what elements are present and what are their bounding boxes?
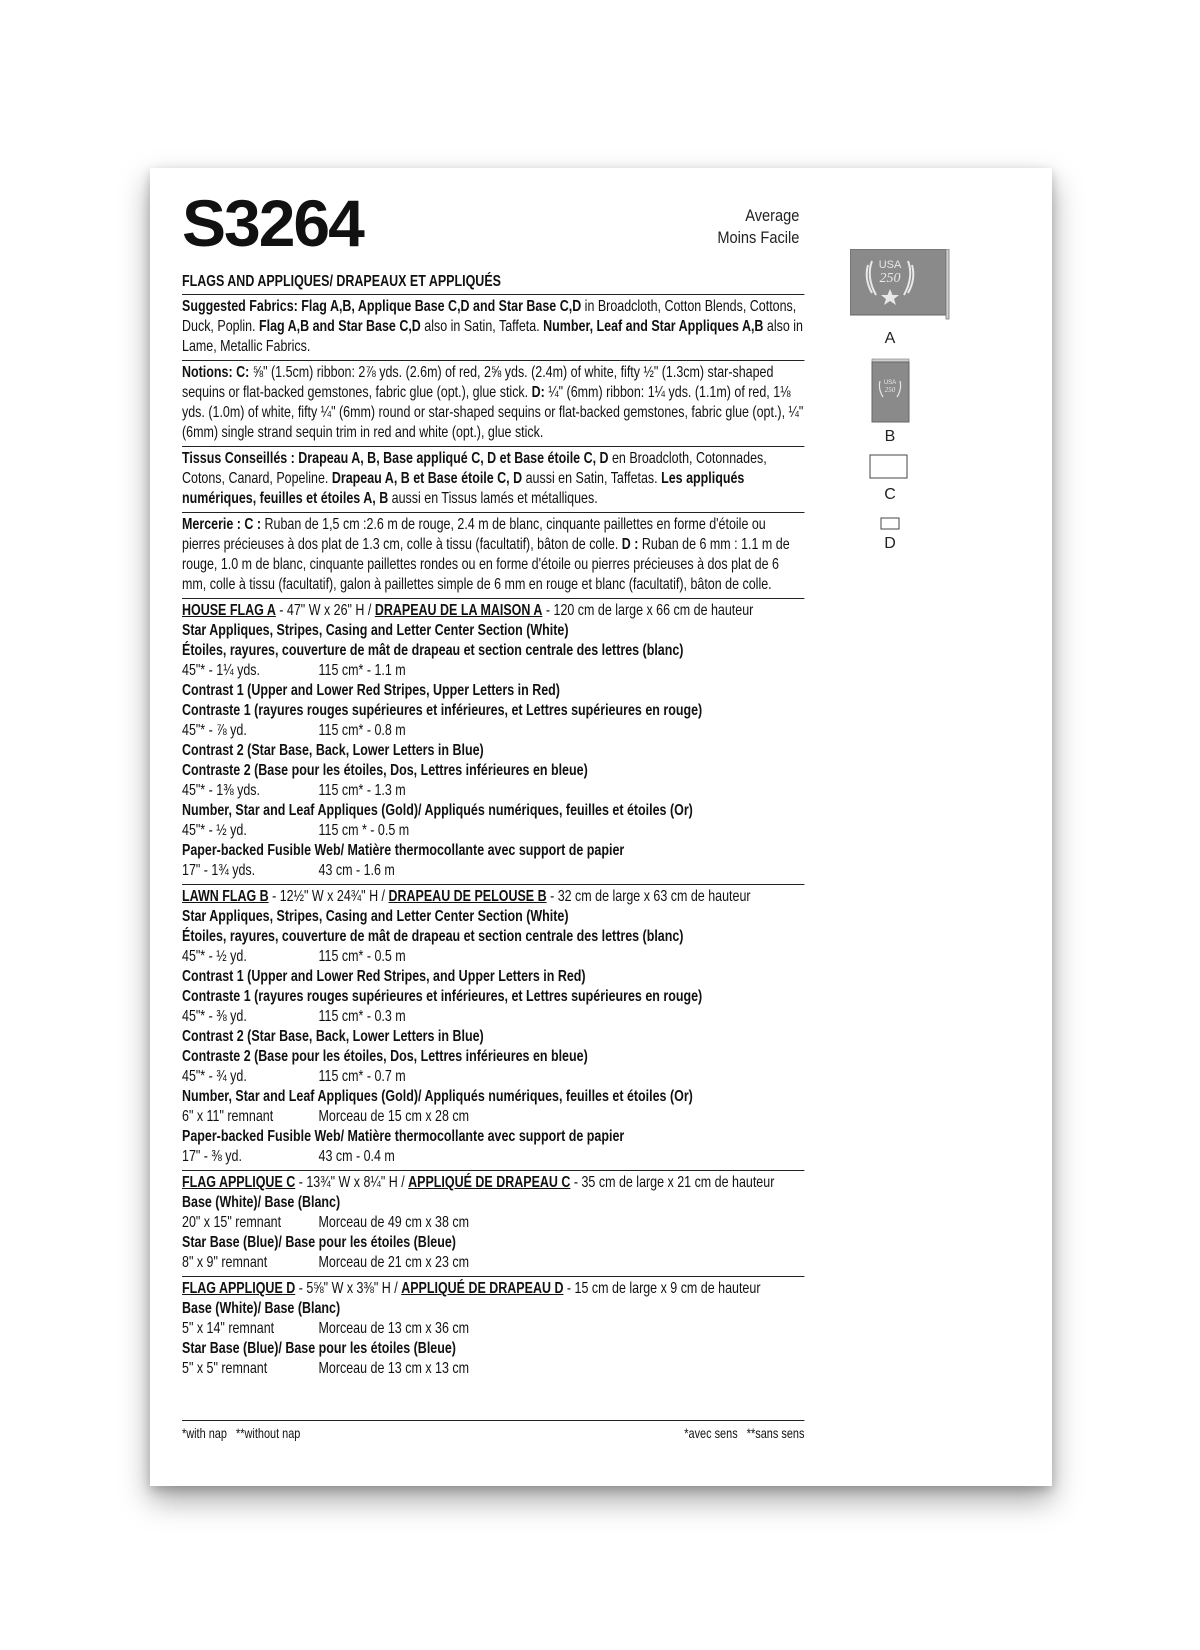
fabric-heading: Étoiles, rayures, couverture de mât de drapeau et section centrale des lettres (blanc) xyxy=(182,928,684,945)
notions-en-text-2: ¼" (6mm) ribbon: 1¼ yds. (1.1m) of red, 1⅛ yds. (1.0m) of white, fifty ¼" (6mm) round or star-shaped sequins or flat-backed gemstones, fabric glue (opt.), ¼" (6mm) single strand sequin trim in red and white (opt.), glue stick. xyxy=(182,384,804,441)
thumbnail-applique-d xyxy=(881,518,899,529)
section-size-fr: - 120 cm de large x 66 cm de hauteur xyxy=(542,602,754,619)
page-title: FLAGS AND APPLIQUES/ DRAPEAUX ET APPLIQUÉS xyxy=(182,273,501,290)
thumbnail-flag-b xyxy=(872,359,909,422)
thumbnail-flag-a xyxy=(850,249,949,319)
notions-fr xyxy=(182,512,804,598)
yardage-metric: Morceau de 15 cm x 28 cm xyxy=(318,1108,470,1125)
notions-fr-label-2: D : xyxy=(621,536,639,553)
thumbnail-svg xyxy=(850,249,1010,629)
yardage-row xyxy=(182,1359,804,1379)
fabrics-en-text-2: also in Satin, Taffeta. xyxy=(420,318,544,335)
thumbnail-label-b: B xyxy=(884,428,896,445)
section-size-en: - 13¾" W x 8¼" H / xyxy=(295,1174,409,1191)
fabrics-fr-label-3: Les appliqués numériques, feuilles et étoiles A, B xyxy=(182,470,745,507)
yardage-metric: 115 cm * - 0.5 m xyxy=(318,822,410,839)
yardage-imperial: 45"* - 1⅜ yds. xyxy=(182,782,260,799)
fabrics-en-label: Suggested Fabrics: Flag A,B, Applique Base C,D and Star Base C,D xyxy=(182,298,582,315)
fabric-heading: Contraste 2 (Base pour les étoiles, Dos, Lettres inférieures en bleue) xyxy=(182,1048,588,1065)
yardage-row xyxy=(182,1319,804,1339)
yardage-metric: 115 cm* - 0.5 m xyxy=(318,948,406,965)
notions-en xyxy=(182,360,804,446)
yardage-imperial: 5" x 14" remnant xyxy=(182,1320,275,1337)
yardage-imperial: 45"* - ½ yd. xyxy=(182,948,247,965)
yardage-imperial: 6" x 11" remnant xyxy=(182,1108,274,1125)
fabric-heading: Contraste 1 (rayures rouges supérieures et inférieures, et Lettres supérieures en rouge) xyxy=(182,988,703,1005)
yardage-row xyxy=(182,947,804,967)
fabric-heading: Étoiles, rayures, couverture de mât de drapeau et section centrale des lettres (blanc) xyxy=(182,642,684,659)
yardage-imperial: 17" - 1¾ yds. xyxy=(182,862,256,879)
yardage-metric: Morceau de 13 cm x 36 cm xyxy=(318,1320,470,1337)
flag-a-text-usa: USA xyxy=(878,259,902,271)
yardage-row xyxy=(182,1107,804,1127)
fabric-heading: Paper-backed Fusible Web/ Matière thermocollante avec support de papier xyxy=(182,842,625,859)
section-heading xyxy=(182,1173,804,1193)
yardage-row xyxy=(182,861,804,881)
yardage-imperial: 45"* - ¾ yd. xyxy=(182,1068,247,1085)
flag-a-text-250: 250 xyxy=(879,271,901,286)
fabric-heading: Contraste 1 (rayures rouges supérieures et inférieures, et Lettres supérieures en rouge) xyxy=(182,702,703,719)
notions-en-label: Notions: C: xyxy=(182,364,250,381)
difficulty-rating xyxy=(717,205,799,249)
yardage-row xyxy=(182,1067,804,1087)
footnote-fr: *avec sens **sans sens xyxy=(684,1425,805,1441)
yardage-metric: 115 cm* - 1.1 m xyxy=(318,662,406,679)
yardage-row xyxy=(182,821,804,841)
yardage-metric: 43 cm - 1.6 m xyxy=(318,862,395,879)
section-size-fr: - 32 cm de large x 63 cm de hauteur xyxy=(546,888,751,905)
fabric-heading: Contrast 2 (Star Base, Back, Lower Letters in Blue) xyxy=(182,1028,484,1045)
notions-fr-text-2: Ruban de 6 mm : 1.1 m de rouge, 1.0 m de blanc, cinquante paillettes rondes ou en forme d'étoile ou pierres précieuses à dos plat de 6 mm, colle à tissu (facultatif), galon à paillettes simple de 6 mm en rouge et blanc (facultatif), bâton de colle. xyxy=(182,536,790,593)
content-column xyxy=(182,272,804,1442)
yardage-imperial: 45"* - 1¼ yds. xyxy=(182,662,260,679)
fabrics-fr-text-2: aussi en Satin, Taffetas. xyxy=(522,470,662,487)
footnote-en: *with nap **without nap xyxy=(182,1425,301,1441)
notions-en-text: ⅝" (1.5cm) ribbon: 2⅞ yds. (2.6m) of red, 2⅝ yds. (2.4m) of white, fifty ½" (1.3cm) star-shaped sequins or flat-backed gemstones, fabric glue (opt.), glue stick. xyxy=(182,364,774,401)
yardage-section xyxy=(182,1170,804,1276)
yardage-metric: 115 cm* - 0.8 m xyxy=(318,722,406,739)
fabric-heading: Star Base (Blue)/ Base pour les étoiles (Bleue) xyxy=(182,1340,456,1357)
difficulty-en: Average xyxy=(744,206,799,225)
yardage-row xyxy=(182,1007,804,1027)
fabric-heading: Star Base (Blue)/ Base pour les étoiles (Bleue) xyxy=(182,1234,456,1251)
yardage-metric: 115 cm* - 1.3 m xyxy=(318,782,406,799)
view-thumbnails xyxy=(850,249,1010,634)
yardage-metric: Morceau de 13 cm x 13 cm xyxy=(318,1360,470,1377)
fabrics-fr-text: en Broadcloth, Cotonnades, Cotons, Canard, Popeline. xyxy=(182,450,767,487)
fabric-heading: Contrast 2 (Star Base, Back, Lower Letters in Blue) xyxy=(182,742,484,759)
fabrics-en-label-3: Number, Leaf and Star Appliques A,B xyxy=(543,318,764,335)
pattern-envelope-back xyxy=(150,168,1052,1486)
fabrics-fr-label: Tissus Conseillés : Drapeau A, B, Base appliqué C, D et Base étoile C, D xyxy=(182,450,609,467)
thumbnail-label-a: A xyxy=(884,330,896,347)
yardage-row xyxy=(182,661,804,681)
section-name-en: FLAG APPLIQUE C xyxy=(182,1174,296,1191)
difficulty-fr: Moins Facile xyxy=(716,228,799,247)
thumbnail-applique-c xyxy=(870,455,907,478)
yardage-row xyxy=(182,1147,804,1167)
yardage-imperial: 45"* - ⅞ yd. xyxy=(182,722,247,739)
notions-en-label-2: D: xyxy=(531,384,545,401)
section-size-fr: - 35 cm de large x 21 cm de hauteur xyxy=(570,1174,775,1191)
yardage-metric: 115 cm* - 0.3 m xyxy=(318,1008,406,1025)
fabrics-fr-label-2: Drapeau A, B et Base étoile C, D xyxy=(331,470,523,487)
section-name-fr: APPLIQUÉ DE DRAPEAU D xyxy=(401,1280,564,1297)
thumbnail-label-d: D xyxy=(884,535,896,552)
fabric-heading: Star Appliques, Stripes, Casing and Letter Center Section (White) xyxy=(182,908,569,925)
yardage-imperial: 45"* - ½ yd. xyxy=(182,822,247,839)
yardage-section xyxy=(182,598,804,884)
yardage-metric: 43 cm - 0.4 m xyxy=(318,1148,395,1165)
pattern-number: S3264 xyxy=(182,186,363,260)
flag-b-text-usa: USA xyxy=(883,380,897,386)
section-name-fr: DRAPEAU DE LA MAISON A xyxy=(374,602,543,619)
yardage-row xyxy=(182,1213,804,1233)
section-size-en: - 5⅝" W x 3⅜" H / xyxy=(295,1280,402,1297)
section-name-en: LAWN FLAG B xyxy=(182,888,269,905)
fabric-heading: Base (White)/ Base (Blanc) xyxy=(182,1194,341,1211)
section-size-en: - 47" W x 26" H / xyxy=(275,602,375,619)
fabrics-fr-text-3: aussi en Tissus lamés et métalliques. xyxy=(388,490,598,507)
yardage-sections xyxy=(182,598,804,1382)
yardage-row xyxy=(182,721,804,741)
section-heading xyxy=(182,1279,804,1299)
fabrics-en-label-2: Flag A,B and Star Base C,D xyxy=(259,318,421,335)
yardage-imperial: 5" x 5" remnant xyxy=(182,1360,268,1377)
yardage-imperial: 45"* - ⅜ yd. xyxy=(182,1008,247,1025)
fabrics-en-text-3: also in Lame, Metallic Fabrics. xyxy=(182,318,803,355)
fabric-heading: Base (White)/ Base (Blanc) xyxy=(182,1300,341,1317)
fabric-heading: Contraste 2 (Base pour les étoiles, Dos, Lettres inférieures en bleue) xyxy=(182,762,588,779)
fabric-heading: Number, Star and Leaf Appliques (Gold)/ Appliqués numériques, feuilles et étoiles (Or) xyxy=(182,802,693,819)
fabric-heading: Contrast 1 (Upper and Lower Red Stripes, and Upper Letters in Red) xyxy=(182,968,586,985)
yardage-section xyxy=(182,884,804,1170)
fabric-heading: Number, Star and Leaf Appliques (Gold)/ Appliqués numériques, feuilles et étoiles (Or) xyxy=(182,1088,693,1105)
section-name-fr: DRAPEAU DE PELOUSE B xyxy=(388,888,547,905)
section-name-fr: APPLIQUÉ DE DRAPEAU C xyxy=(408,1174,571,1191)
yardage-row xyxy=(182,1253,804,1273)
fabric-heading: Contrast 1 (Upper and Lower Red Stripes, Upper Letters in Red) xyxy=(182,682,560,699)
section-heading xyxy=(182,601,804,621)
fabrics-en-text: in Broadcloth, Cotton Blends, Cottons, Duck, Poplin. xyxy=(182,298,797,335)
section-size-en: - 12½" W x 24¾" H / xyxy=(268,888,389,905)
suggested-fabrics-fr xyxy=(182,446,804,512)
yardage-metric: Morceau de 21 cm x 23 cm xyxy=(318,1254,470,1271)
yardage-section xyxy=(182,1276,804,1382)
yardage-row xyxy=(182,781,804,801)
section-heading xyxy=(182,887,804,907)
notions-fr-text: Ruban de 1,5 cm :2.6 m de rouge, 2.4 m de blanc, cinquante paillettes en forme d'étoile ou pierres précieuses à dos plat de 1.3 cm, colle à tissu (facultatif), bâton de colle. xyxy=(182,516,766,553)
thumbnail-label-c: C xyxy=(884,486,896,503)
yardage-metric: Morceau de 49 cm x 38 cm xyxy=(318,1214,470,1231)
notions-fr-label: Mercerie : C : xyxy=(182,516,262,533)
flag-b-text-250: 250 xyxy=(884,386,896,394)
yardage-imperial: 20" x 15" remnant xyxy=(182,1214,282,1231)
fabric-heading: Paper-backed Fusible Web/ Matière thermocollante avec support de papier xyxy=(182,1128,625,1145)
yardage-metric: 115 cm* - 0.7 m xyxy=(318,1068,406,1085)
nap-footnote xyxy=(182,1420,804,1442)
suggested-fabrics-en xyxy=(182,294,804,360)
section-name-en: FLAG APPLIQUE D xyxy=(182,1280,296,1297)
section-name-en: HOUSE FLAG A xyxy=(182,602,276,619)
section-size-fr: - 15 cm de large x 9 cm de hauteur xyxy=(563,1280,761,1297)
yardage-imperial: 17" - ⅜ yd. xyxy=(182,1148,242,1165)
fabric-heading: Star Appliques, Stripes, Casing and Letter Center Section (White) xyxy=(182,622,569,639)
yardage-imperial: 8" x 9" remnant xyxy=(182,1254,268,1271)
